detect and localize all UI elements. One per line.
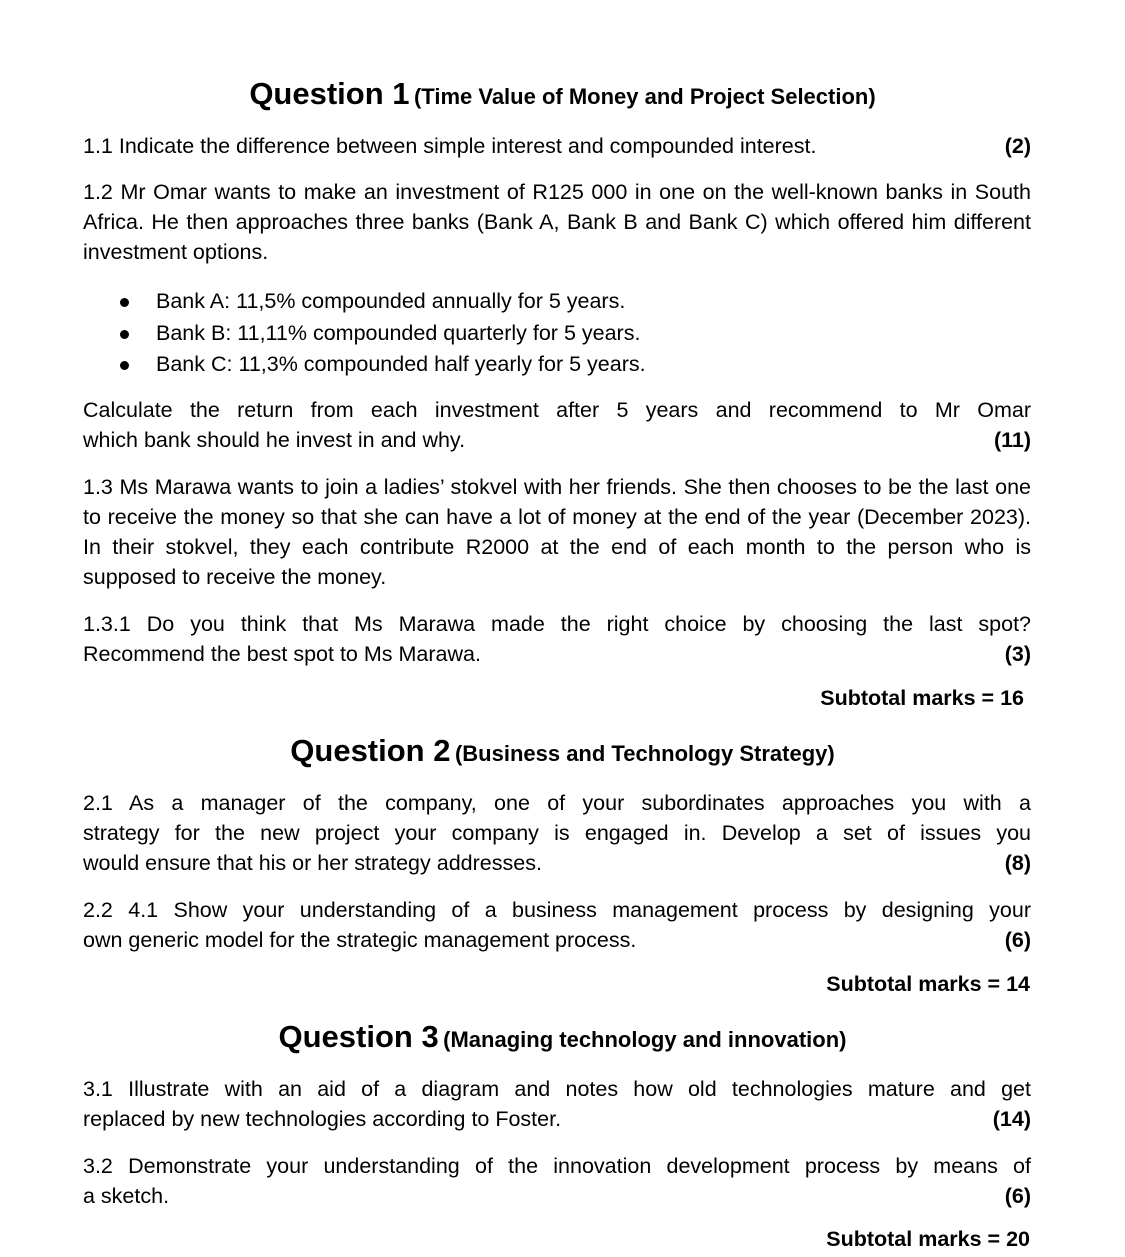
question-1-subtitle: (Time Value of Money and Project Selection) — [413, 84, 876, 109]
question-3-heading — [0, 1019, 1125, 1055]
item-1-3-1-line1: 1.3.1 Do you think that Ms Marawa made the right choice by choosing the last spot? — [83, 612, 1031, 636]
list-item — [83, 286, 1031, 318]
item-2-2 — [83, 895, 1031, 955]
bullet-icon — [120, 361, 129, 370]
question-2-subtitle: (Business and Technology Strategy) — [454, 741, 835, 766]
bank-c-option: Bank C: 11,3% compounded half yearly for 5 years. — [156, 352, 646, 376]
item-2-2-line1: 2.2 4.1 Show your understanding of a business management process by designing your — [83, 898, 1031, 922]
item-1-2-question-line2: which bank should he invest in and why. — [83, 428, 466, 452]
bullet-icon — [120, 330, 129, 339]
list-item — [83, 349, 1031, 381]
question-1-heading — [0, 76, 1125, 112]
item-2-1-line2: strategy for the new project your company is engaged in. Develop a set of issues you — [83, 821, 1031, 845]
question-1-subtotal: Subtotal marks = 16 — [820, 686, 1024, 710]
question-2-heading — [0, 733, 1125, 769]
question-2-title: Question 2 — [290, 733, 451, 768]
item-1-2-question-line1: Calculate the return from each investment after 5 years and recommend to Mr Omar — [83, 398, 1031, 422]
item-2-1-line1: 2.1 As a manager of the company, one of your subordinates approaches you with a — [83, 791, 1031, 815]
item-1-2-intro: 1.2 Mr Omar wants to make an investment of R125 000 in one on the well-known banks in South Africa. He then approaches three banks (Bank A, Bank B and Bank C) which offered him different investment options. — [83, 180, 1031, 264]
item-3-2-line2: a sketch. — [83, 1184, 170, 1208]
bank-options-list — [83, 286, 1031, 381]
item-3-1-marks: (14) — [992, 1107, 1031, 1131]
bank-b-option: Bank B: 11,11% compounded quarterly for 5 years. — [156, 320, 641, 345]
item-2-1-line3: would ensure that his or her strategy addresses. — [83, 851, 542, 875]
bullet-icon — [120, 298, 129, 307]
bank-a-option: Bank A: 11,5% compounded annually for 5 years. — [156, 289, 626, 313]
item-2-1 — [83, 788, 1031, 878]
item-3-1-line1: 3.1 Illustrate with an aid of a diagram and notes how old technologies mature and get — [83, 1077, 1031, 1101]
item-1-3: 1.3 Ms Marawa wants to join a ladies’ stokvel with her friends. She then chooses to be the last one to receive the money so that she can have a lot of money at the end of the year (December 2023). In their stokvel, they each contribute R2000 at the end of each month to the person who is supposed to receive the money. — [83, 475, 1031, 589]
item-3-1 — [83, 1074, 1031, 1134]
item-1-2-marks: (11) — [993, 428, 1031, 452]
question-2-subtotal: Subtotal marks = 14 — [826, 972, 1030, 996]
question-3-title: Question 3 — [278, 1019, 439, 1054]
item-1-2-question — [83, 395, 1031, 455]
item-3-2-marks: (6) — [1004, 1184, 1031, 1208]
list-item — [83, 318, 1031, 350]
item-1-1 — [83, 131, 1031, 161]
item-2-2-line2: own generic model for the strategic management process. — [83, 928, 637, 952]
item-1-3-1-marks: (3) — [1004, 642, 1031, 666]
item-1-3-1-line2: Recommend the best spot to Ms Marawa. — [83, 642, 481, 666]
question-3-subtitle: (Managing technology and innovation) — [443, 1027, 847, 1052]
item-3-1-line2: replaced by new technologies according to Foster. — [83, 1107, 562, 1131]
item-3-2-line1: 3.2 Demonstrate your understanding of the innovation development process by means of — [83, 1154, 1031, 1178]
item-2-2-marks: (6) — [1004, 928, 1031, 952]
item-1-1-marks: (2) — [1004, 134, 1031, 158]
question-3-subtotal: Subtotal marks = 20 — [826, 1227, 1030, 1251]
question-1-title: Question 1 — [249, 76, 410, 111]
item-3-2 — [83, 1151, 1031, 1211]
item-1-3-1 — [83, 609, 1031, 669]
item-2-1-marks: (8) — [1004, 851, 1031, 875]
item-1-1-text: 1.1 Indicate the difference between simple interest and compounded interest. — [83, 134, 817, 158]
